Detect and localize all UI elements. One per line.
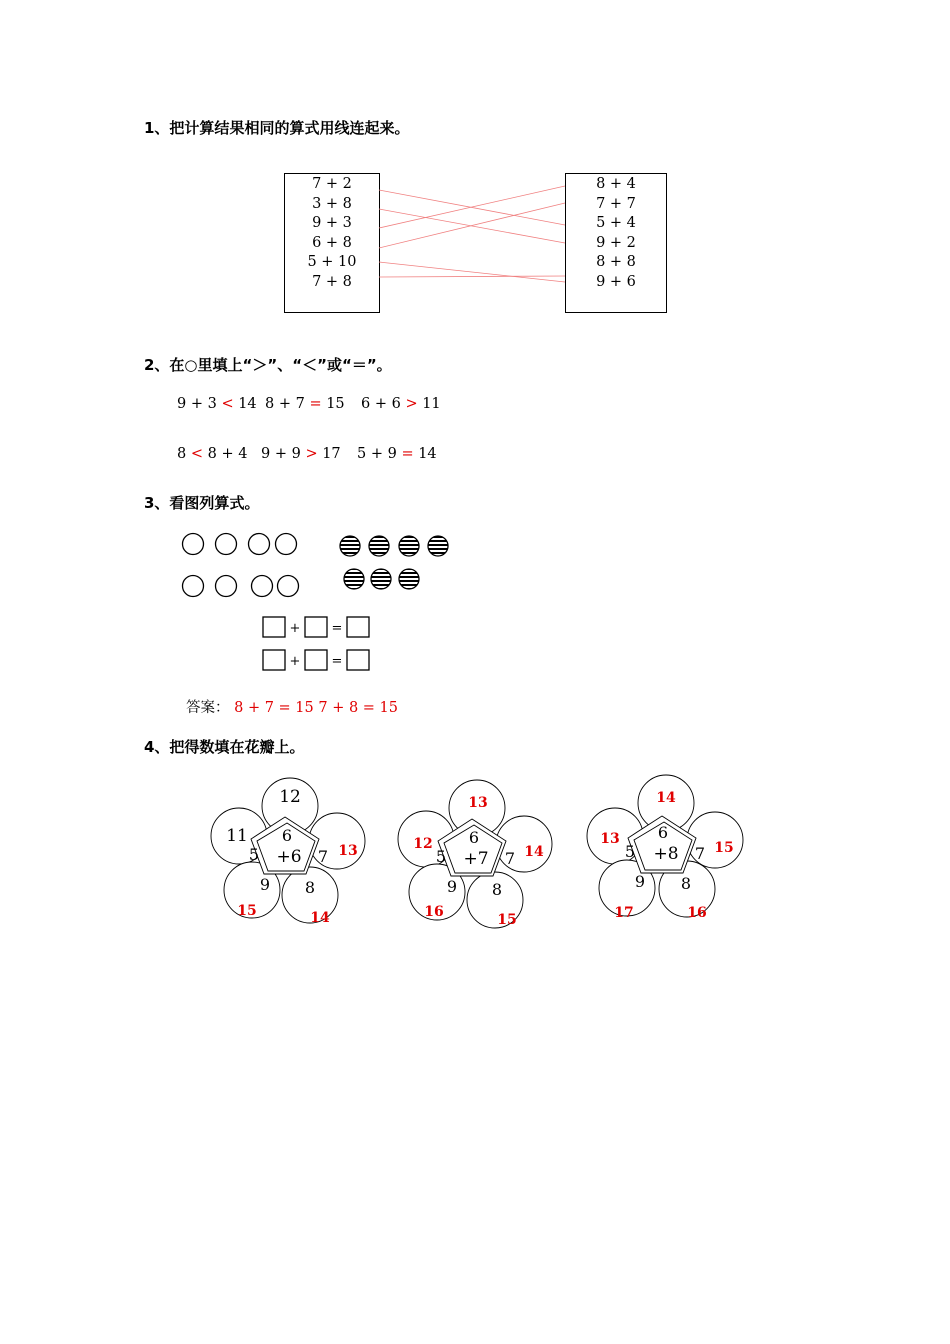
petal-answer: 14: [656, 790, 676, 806]
petal-number: 12: [279, 787, 301, 807]
inner-number: 9: [634, 872, 646, 891]
center-label: +7: [463, 849, 489, 869]
empty-circle: [252, 576, 273, 597]
plus-sign: +: [289, 621, 301, 636]
q1-right-eq: 5 + 4: [596, 215, 636, 231]
inner-number: 6: [657, 823, 669, 842]
petal-answer: 14: [524, 844, 544, 860]
expr-right: 14: [418, 446, 437, 462]
expr-left: 8: [177, 446, 187, 462]
blank-box: [263, 617, 285, 637]
inner-number: 5: [248, 845, 260, 864]
answer-sign: >: [405, 396, 418, 412]
striped-circle: [369, 536, 389, 556]
q1-connecting-lines: [0, 0, 950, 400]
inner-number: 9: [446, 877, 458, 896]
petal-answer: 16: [424, 904, 444, 920]
inner-number: 8: [680, 874, 692, 893]
petal-answer: 14: [310, 910, 330, 926]
comparison-item: [177, 396, 257, 412]
expr-left: 9 + 3: [177, 396, 217, 412]
q1-right-eq: 8 + 4: [596, 176, 636, 192]
q4-flowers: [0, 760, 950, 950]
answer-sign: <: [221, 396, 234, 412]
empty-circle: [276, 534, 297, 555]
q3-picture: [0, 520, 950, 680]
q1-left-eq: 6 + 8: [312, 234, 352, 251]
answer-sign: =: [309, 396, 322, 412]
inner-number: 7: [504, 849, 516, 868]
inner-number: 8: [304, 878, 316, 897]
petal-answer: 13: [600, 831, 620, 847]
empty-circle: [216, 534, 237, 555]
petal-answer: 13: [468, 795, 488, 811]
flower: [587, 775, 743, 921]
blank-box: [347, 617, 369, 637]
comparison-item: [261, 446, 341, 462]
q1-title: 1、把计算结果相同的算式用线连起来。: [144, 119, 410, 137]
petal-answer: 15: [714, 840, 734, 856]
striped-circle: [428, 536, 448, 556]
q1-left-eq: 7 + 2: [312, 176, 352, 192]
empty-circle: [183, 534, 204, 555]
blank-box: [305, 650, 327, 670]
empty-circle: [216, 576, 237, 597]
expr-left: 5 + 9: [357, 446, 397, 462]
flower: [398, 780, 552, 928]
center-label: +6: [276, 847, 302, 867]
match-line: [379, 262, 565, 282]
match-line: [379, 190, 565, 225]
empty-circle: [249, 534, 270, 555]
striped-circle: [399, 536, 419, 556]
blank-box: [305, 617, 327, 637]
empty-circle: [278, 576, 299, 597]
inner-number: 9: [259, 875, 271, 894]
expr-right: 17: [322, 446, 341, 462]
expr-right: 8 + 4: [207, 446, 248, 462]
match-line: [379, 203, 565, 248]
petal-number: 11: [226, 826, 248, 846]
q1-left-eq: 7 + 8: [312, 273, 352, 290]
flower: [211, 778, 365, 926]
inner-number: 5: [435, 847, 447, 866]
petal-answer: 17: [614, 905, 634, 921]
answer-sign: =: [401, 446, 414, 462]
expr-left: 8 + 7: [265, 396, 305, 412]
q2-title: 2、在○里填上“＞”、“＜”或“＝”。: [144, 356, 392, 374]
q1-left-eq: 3 + 8: [312, 195, 352, 212]
comparison-item: [357, 446, 437, 462]
inner-number: 8: [491, 880, 503, 899]
inner-number: 7: [317, 847, 329, 866]
petal-answer: 15: [237, 903, 257, 919]
answer-equation-2: 7 + 8 = 15: [318, 700, 398, 716]
striped-circle: [371, 569, 391, 589]
q1-right-eq: 9 + 2: [596, 234, 636, 251]
match-line: [379, 186, 565, 228]
equals-sign: =: [331, 621, 343, 636]
center-label: +8: [653, 844, 679, 864]
comparison-item: [265, 396, 345, 412]
petal-answer: 12: [413, 836, 433, 852]
q1-right-eq: 9 + 6: [596, 273, 636, 290]
striped-circle: [344, 569, 364, 589]
blank-box: [347, 650, 369, 670]
q1-right-eq: 8 + 8: [596, 254, 636, 270]
expr-left: 9 + 9: [261, 446, 301, 462]
petal-answer: 13: [338, 843, 358, 859]
match-line: [379, 276, 565, 277]
q4-title: 4、把得数填在花瓣上。: [144, 738, 305, 756]
blank-box: [263, 650, 285, 670]
q1-right-eq: 7 + 7: [596, 195, 636, 212]
striped-circle: [340, 536, 360, 556]
expr-right: 14: [238, 396, 257, 412]
plus-sign: +: [289, 654, 301, 669]
answer-sign: >: [305, 446, 318, 462]
inner-number: 7: [694, 844, 706, 863]
answer-equation-1: 8 + 7 = 15: [234, 700, 314, 716]
inner-number: 6: [281, 826, 293, 845]
answer-sign: <: [190, 446, 203, 462]
match-line: [379, 209, 565, 243]
empty-circle: [183, 576, 204, 597]
q3-title: 3、看图列算式。: [144, 494, 260, 512]
petal-answer: 15: [497, 912, 517, 928]
q1-left-eq: 5 + 10: [307, 254, 357, 270]
q1-left-eq: 9 + 3: [312, 215, 352, 231]
q3-answer: [186, 696, 398, 717]
expr-right: 15: [326, 396, 345, 412]
expr-right: 11: [422, 396, 441, 412]
answer-label: 答案：: [186, 700, 230, 716]
comparison-item: [361, 396, 441, 412]
expr-left: 6 + 6: [361, 396, 401, 412]
comparison-item: [177, 446, 247, 462]
striped-circle: [399, 569, 419, 589]
equals-sign: =: [331, 654, 343, 669]
inner-number: 6: [468, 828, 480, 847]
petal-answer: 16: [687, 905, 707, 921]
inner-number: 5: [624, 842, 636, 861]
